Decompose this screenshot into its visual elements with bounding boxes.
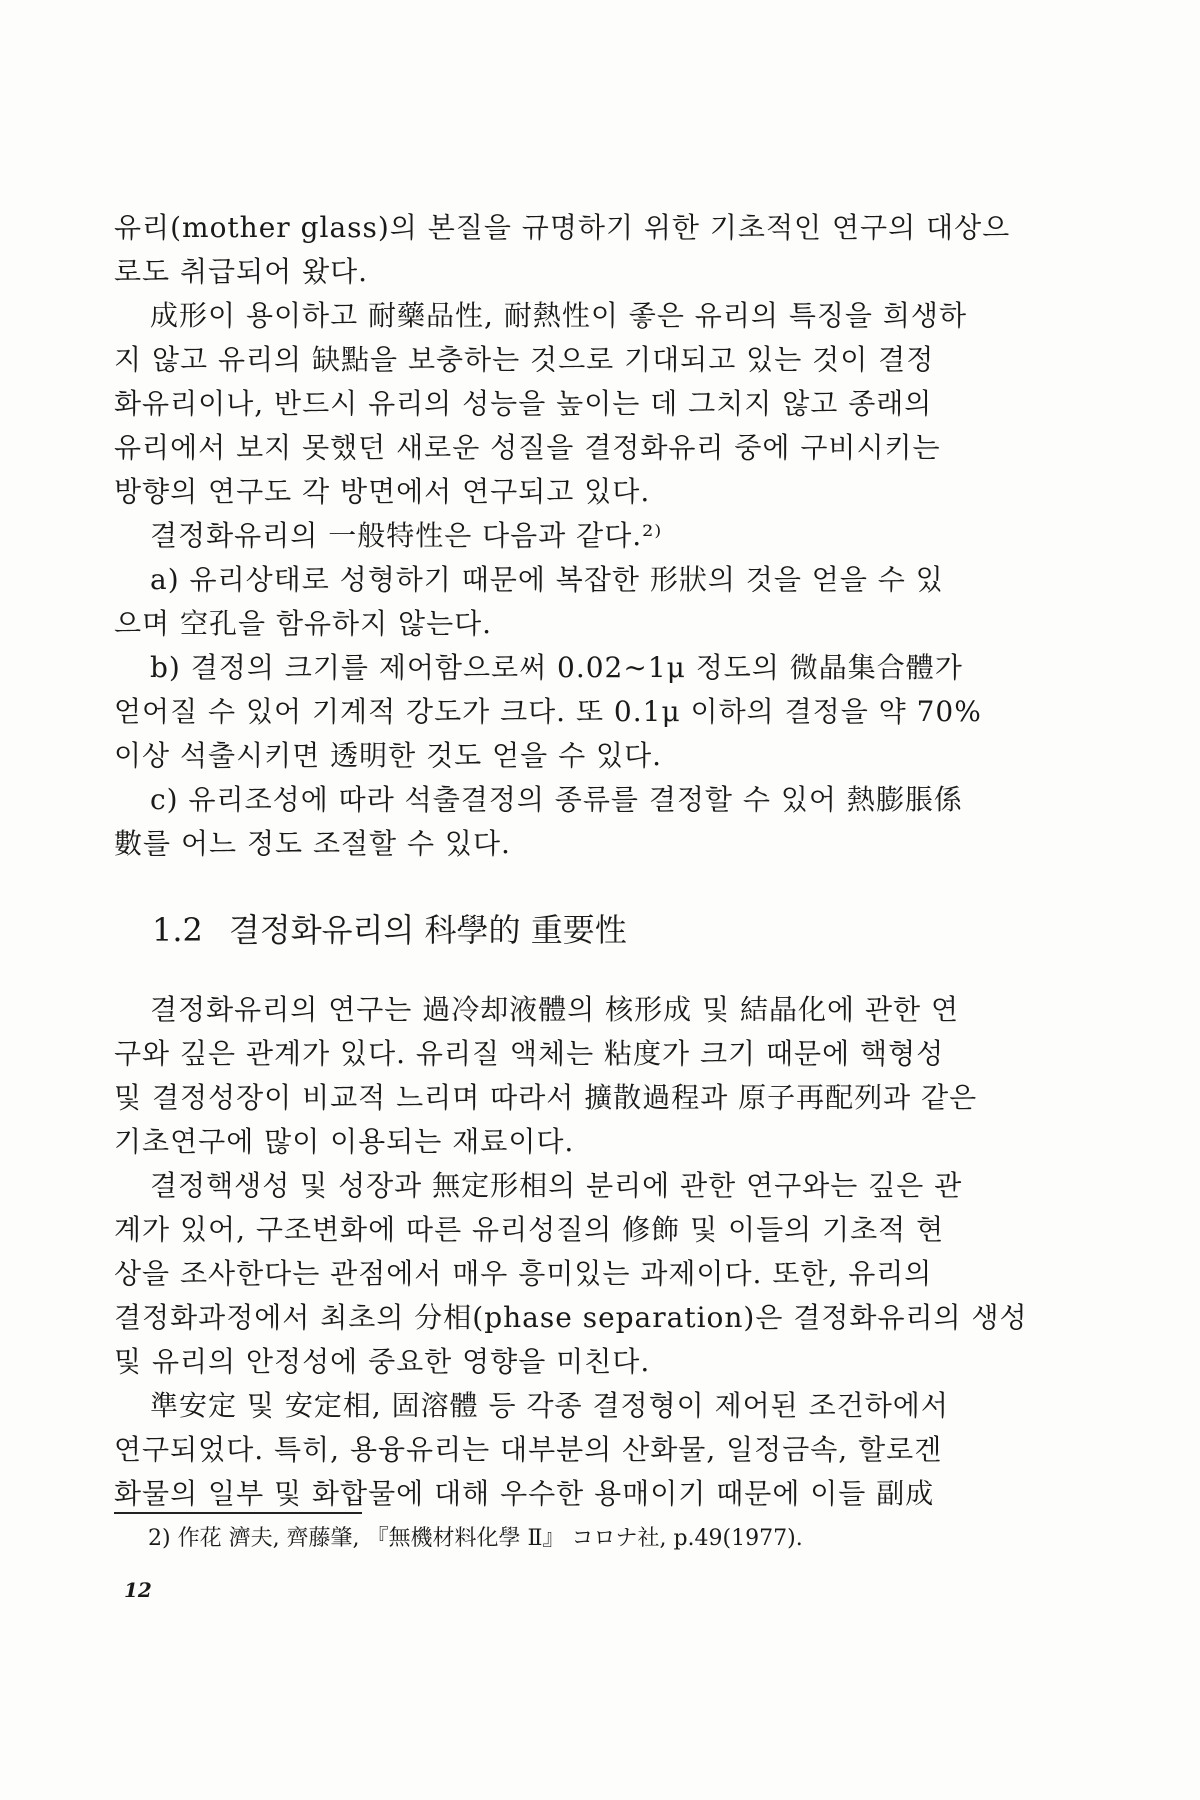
body-line: 구와 깊은 관계가 있다. 유리질 액체는 粘度가 크기 때문에 핵형성 bbox=[114, 1037, 945, 1070]
body-line: 연구되었다. 특히, 용융유리는 대부분의 산화물, 일정금속, 할로겐 bbox=[114, 1433, 943, 1466]
body-line: 지 않고 유리의 缺點을 보충하는 것으로 기대되고 있는 것이 결정 bbox=[114, 343, 935, 376]
section-number: 1.2 bbox=[152, 911, 203, 949]
list-item-b: b) 결정의 크기를 제어함으로써 0.02∼1μ 정도의 微晶集合體가 bbox=[150, 651, 963, 684]
body-line: 결정화유리의 연구는 過冷却液體의 核形成 및 結晶化에 관한 연 bbox=[150, 993, 960, 1026]
page-number: 12 bbox=[124, 1578, 152, 1602]
body-line: 및 결정성장이 비교적 느리며 따라서 擴散過程과 原子再配列과 같은 bbox=[114, 1081, 978, 1114]
body-line: 방향의 연구도 각 방면에서 연구되고 있다. bbox=[114, 475, 651, 508]
body-line: 얻어질 수 있어 기계적 강도가 크다. 또 0.1μ 이하의 결정을 약 70% bbox=[114, 695, 982, 728]
intro-paragraphs bbox=[114, 206, 1011, 866]
footnote: 2) 作花 濟夫, 齊藤肇, 『無機材料化學 Ⅱ』 コロナ社, p.49(1977). bbox=[148, 1526, 803, 1551]
section-paragraphs bbox=[114, 988, 1028, 1516]
section-heading bbox=[114, 908, 984, 952]
body-line: 로도 취급되어 왔다. bbox=[114, 255, 369, 288]
body-line: 成形이 용이하고 耐藥品性, 耐熱性이 좋은 유리의 특징을 희생하 bbox=[150, 299, 968, 332]
body-line: 계가 있어, 구조변화에 따른 유리성질의 修飾 및 이들의 기초적 현 bbox=[114, 1213, 945, 1246]
footnote-divider bbox=[114, 1512, 362, 1514]
body-line: 화물의 일부 및 화합물에 대해 우수한 용매이기 때문에 이들 副成 bbox=[114, 1477, 935, 1510]
body-line: 이상 석출시키면 透明한 것도 얻을 수 있다. bbox=[114, 739, 663, 772]
body-line: 상을 조사한다는 관점에서 매우 흥미있는 과제이다. 또한, 유리의 bbox=[114, 1257, 933, 1290]
body-line: 결정핵생성 및 성장과 無定形相의 분리에 관한 연구와는 깊은 관 bbox=[150, 1169, 963, 1202]
body-line: 결정화유리의 一般特性은 다음과 같다.²⁾ bbox=[150, 519, 663, 552]
body-line: 準安定 및 安定相, 固溶體 등 각종 결정형이 제어된 조건하에서 bbox=[150, 1389, 949, 1422]
body-line: 數를 어느 정도 조절할 수 있다. bbox=[114, 827, 511, 860]
list-item-c: c) 유리조성에 따라 석출결정의 종류를 결정할 수 있어 熱膨脹係 bbox=[150, 783, 963, 816]
body-line: 유리에서 보지 못했던 새로운 성질을 결정화유리 중에 구비시키는 bbox=[114, 431, 941, 464]
body-line: 및 유리의 안정성에 중요한 영향을 미친다. bbox=[114, 1345, 651, 1378]
body-line: 기초연구에 많이 이용되는 재료이다. bbox=[114, 1125, 575, 1158]
list-item-a: a) 유리상태로 성형하기 때문에 복잡한 形狀의 것을 얻을 수 있 bbox=[150, 563, 944, 596]
body-line: 유리(mother glass)의 본질을 규명하기 위한 기초적인 연구의 대상으 bbox=[114, 211, 1011, 244]
body-line: 으며 空孔을 함유하지 않는다. bbox=[114, 607, 493, 640]
body-line: 화유리이나, 반드시 유리의 성능을 높이는 데 그치지 않고 종래의 bbox=[114, 387, 933, 420]
body-line: 결정화과정에서 최초의 分相(phase separation)은 결정화유리의 생성 bbox=[114, 1301, 1028, 1334]
section-title: 결정화유리의 科學的 重要性 bbox=[228, 911, 627, 949]
